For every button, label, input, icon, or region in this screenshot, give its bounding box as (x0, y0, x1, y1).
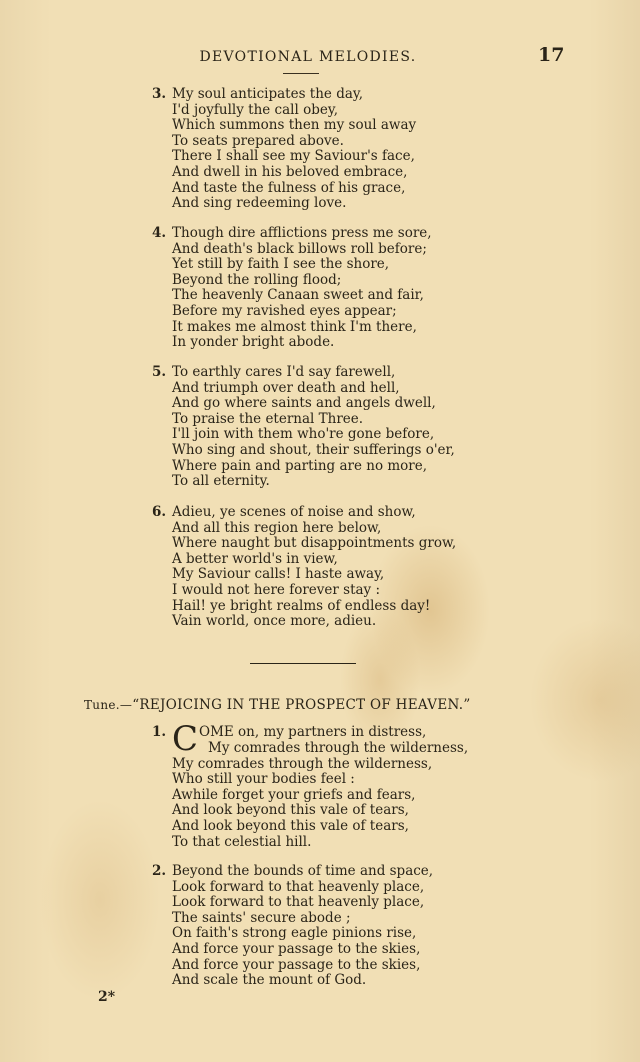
verse-line: And all this region here below, (172, 519, 382, 536)
verse-line: Look forward to that heavenly place, (172, 878, 425, 895)
verse-line: And triumph over death and hell, (172, 379, 400, 396)
tune-label: Tune.— (84, 698, 133, 712)
page-number: 17 (538, 44, 565, 66)
verse-line: The heavenly Canaan sweet and fair, (172, 287, 424, 304)
section-divider (250, 663, 356, 664)
verse-line: To all eternity. (172, 473, 270, 490)
verse-line: To praise the eternal Three. (172, 410, 364, 427)
verse-line: My comrades through the wilderness, (208, 740, 469, 756)
stanza-3 (152, 87, 416, 212)
stanza-number: 5. (152, 364, 167, 380)
stanza-4 (152, 226, 432, 351)
verse-line: And look beyond this vale of tears, (172, 802, 409, 819)
signature-mark: 2* (98, 989, 116, 1005)
verse-line: Which summons then my soul away (172, 117, 417, 134)
verse-line: A better world's in view, (172, 550, 338, 567)
stanza-5 (152, 365, 455, 490)
verse-line: And taste the fulness of his grace, (172, 179, 406, 196)
verse-line: Though dire afflictions press me sore, (172, 225, 432, 241)
header-rule (283, 73, 319, 74)
tune-stanza-2 (152, 864, 433, 989)
verse-line: To that celestial hill. (172, 833, 312, 850)
stanza-number: 4. (152, 225, 167, 241)
verse-line: My soul anticipates the day, (172, 86, 364, 102)
verse-line: I'll join with them who're gone before, (172, 426, 435, 443)
verse-line: And dwell in his beloved embrace, (172, 163, 408, 180)
verse-line: Hail! ye bright realms of endless day! (172, 597, 431, 614)
verse-line: Beyond the rolling flood; (172, 271, 342, 288)
drop-cap: C (172, 719, 199, 759)
verse-line: Who sing and shout, their sufferings o'er, (172, 441, 455, 458)
verse-line: To earthly cares I'd say farewell, (172, 364, 396, 380)
stanza-number: 1. (152, 724, 167, 740)
verse-line: And force your passage to the skies, (172, 956, 421, 973)
verse-line: Yet still by faith I see the shore, (172, 256, 390, 273)
verse-line: And death's black billows roll before; (172, 240, 427, 257)
verse-line: Who still your bodies feel : (172, 771, 355, 788)
verse-line: And look beyond this vale of tears, (172, 817, 409, 834)
verse-line: And sing redeeming love. (172, 195, 347, 212)
verse-line: There I shall see my Saviour's face, (172, 148, 415, 165)
verse-line: And go where saints and angels dwell, (172, 395, 436, 412)
verse-line: And scale the mount of God. (172, 972, 367, 989)
verse-line: Awhile forget your griefs and fears, (172, 786, 416, 803)
verse-line: And force your passage to the skies, (172, 940, 421, 957)
verse-line: On faith's strong eagle pinions rise, (172, 925, 417, 942)
verse-line: I would not here forever stay : (172, 581, 381, 598)
verse-line: Before my ravished eyes appear; (172, 302, 397, 319)
verse-line: Look forward to that heavenly place, (172, 894, 425, 911)
stanza-number: 2. (152, 863, 167, 879)
verse-line: Where pain and parting are no more, (172, 457, 428, 474)
stanza-number: 3. (152, 86, 167, 102)
verse-line: Adieu, ye scenes of noise and show, (172, 504, 416, 520)
stanza-number: 6. (152, 504, 167, 520)
verse-line: OME on, my partners in distress, (199, 724, 427, 740)
stanza-6 (152, 505, 456, 630)
verse-line: In yonder bright abode. (172, 334, 335, 351)
verse-line: Vain world, once more, adieu. (172, 613, 377, 630)
tune-stanza-1 (152, 719, 469, 850)
running-title: DEVOTIONAL MELODIES. (199, 49, 417, 65)
verse-line: Where naught but disappointments grow, (172, 535, 457, 552)
verse-line: My comrades through the wilderness, (172, 755, 433, 772)
tune-heading (84, 697, 471, 713)
verse-line: To seats prepared above. (172, 132, 344, 149)
verse-line: The saints' secure abode ; (172, 909, 351, 926)
verse-line: I'd joyfully the call obey, (172, 101, 338, 118)
tune-title: “REJOICING IN THE PROSPECT OF HEAVEN.” (132, 697, 471, 713)
verse-line: It makes me almost think I'm there, (172, 318, 417, 335)
verse-line: Beyond the bounds of time and space, (172, 863, 434, 879)
verse-line: My Saviour calls! I haste away, (172, 566, 385, 583)
